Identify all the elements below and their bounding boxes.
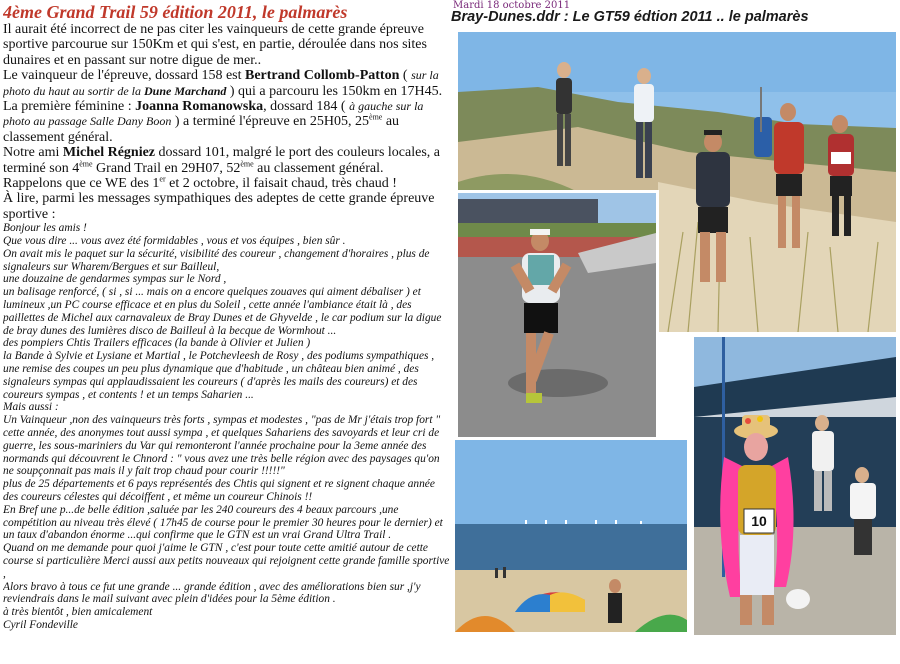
weather-paragraph: Rappelons que ce WE des 1er et 2 octobre, il faisait chaud, très chaud ! — [3, 174, 397, 192]
article-title: 4ème Grand Trail 59 édition 2011, le palmarès — [3, 2, 348, 22]
race-bib: 10 — [751, 513, 767, 529]
letter-line: Quand on me demande pour quoi j'aime le GTN , c'est pour toute cette amitié autour de cette course si particulière Merci aussi aux petits nouveaux qui rejoignent cette grande famille sportive , — [3, 542, 450, 580]
woman-paragraph: La première féminine : Joanna Romanowska, dossard 184 ( à gauche sur la photo au passage Salle Dany Boon ) a terminé l'épreuve en 25H05, 25ème au classement général. — [3, 99, 424, 145]
photo-beach — [455, 440, 687, 632]
letter-line: Un Vainqueur ,non des vainqueurs très forts , sympas et modestes , "pas de Mr j'étais trop fort " cette année, des anonymes tout aussi sympa , et quelques Sahariens des savoyards et leur cri de guerre, les sous-mariniers du Var qui remonteront l'année prochaine pour la 3eme année des normands qui découvrent le Chnord : " vous avez une très belle région avec des paysages qu'on ne soupçonnait pas mais il y fait trop chaud pour courir !!!!!" — [3, 414, 441, 478]
letter-line: une douzaine de gendarmes sympas sur le Nord , — [3, 273, 227, 286]
signature: Cyril Fondeville — [3, 618, 78, 631]
letter-line: On avait mis le paquet sur la sécurité, visibilité des coureur , changement d'horaires , plus de signaleurs sur Wharem/Bergues et sur Bailleul, — [3, 247, 430, 273]
winner-name: Bertrand Collomb-Patton — [245, 68, 400, 84]
photo-woman-runner — [455, 190, 659, 440]
photo-carnival-runner — [691, 334, 899, 638]
woman-name: Joanna Romanowska — [135, 99, 264, 115]
letter-line: un balisage renforcé, ( si , si ... mais on a encore quelques zouaves qui aiment débaliser ) et lumineux ,un PC course efficace et en plus du Soleil , cette année l'ambiance était là , des paillettes de Michel aux carnavaleux de Bray Dunes et de Ghyvelde , le car podium sur la digue de bray dunes des lumières disco de Bailleul à la becque de Wormhout ... — [3, 286, 442, 337]
article-column — [3, 0, 451, 664]
letter-line: Mais aussi : — [3, 401, 59, 414]
dune-name: Dune Marchand — [144, 83, 227, 98]
intro-paragraph: Il aurait été incorrect de ne pas citer les vainqueurs de cette grande épreuve sportive parcourue sur 150Km et qui s'est, en partie, déroulée dans nos sites dunaires et en passant sur notre digue de mer.. — [3, 22, 427, 68]
letter-line: des pompiers Chtis Trailers efficaces (la bande à Olivier et Julien ) — [3, 337, 311, 350]
photo-column — [453, 0, 900, 664]
letter-line: plus de 25 départements et 6 pays représentés des Chtis qui signent et re signent chaque année des coureurs célestes qui décoiffent , et même un coureur Chinois !! — [3, 478, 435, 504]
letter-block — [3, 222, 451, 632]
friend-name: Michel Régniez — [62, 145, 156, 161]
letter-line: Bonjour les amis ! — [3, 222, 87, 235]
friend-paragraph: Notre ami Michel Régniez dossard 101, malgré le port des couleurs locales, a terminé son 4ème Grand Trail en 29H07, 52ème au classement général. — [3, 145, 440, 176]
letter-line: Alors bravo à tous ce fut une grande ... grande édition , avec des améliorations bien sur ,j'y reviendrais dans le mail suivant avec plein d'idées pour la 5ème édition . — [3, 580, 421, 606]
post-date: Mardi 18 octobre 2011 — [453, 0, 571, 11]
messages-intro: À lire, parmi les messages sympathiques des adeptes de cette grande épreuve sportive : — [3, 191, 435, 222]
letter-line: la Bande à Sylvie et Lysiane et Martial , le Potchevleesh de Rosy , des podiums sympathiques , une remise des coupes un peu plus dynamique que d'habitude , un château bien animé , des signaleurs sympas qui applaudissaient les coureurs ( d'après les mails des coureurs) et des coureurs sympas , et contents ! et un temps Saharien ... — [3, 350, 435, 401]
letter-line: Que vous dire ... vous avez été formidables , vous et vos équipes , bien sûr . — [3, 235, 346, 248]
letter-line: à très bientôt , bien amicalement — [3, 606, 153, 619]
letter-line: En Bref une p...de belle édition ,saluée par les 240 coureurs des 4 beaux parcours ,une compétition au niveau très élevé ( 17h45 de course pour le premier 30 heures pour le dernier) et un taux d'abandon énorme ...qui confirme que le GTN est un vrai Grand Ultra Trail . — [3, 503, 443, 542]
post-title: Bray-Dunes.ddr : Le GT59 édtion 2011 .. le palmarès — [451, 9, 809, 25]
winner-paragraph: Le vainqueur de l'épreuve, dossard 158 est Bertrand Collomb-Patton ( sur la photo du haut au sortir de la Dune Marchand ) qui a parcouru les 150km en 17H45. — [3, 68, 443, 99]
